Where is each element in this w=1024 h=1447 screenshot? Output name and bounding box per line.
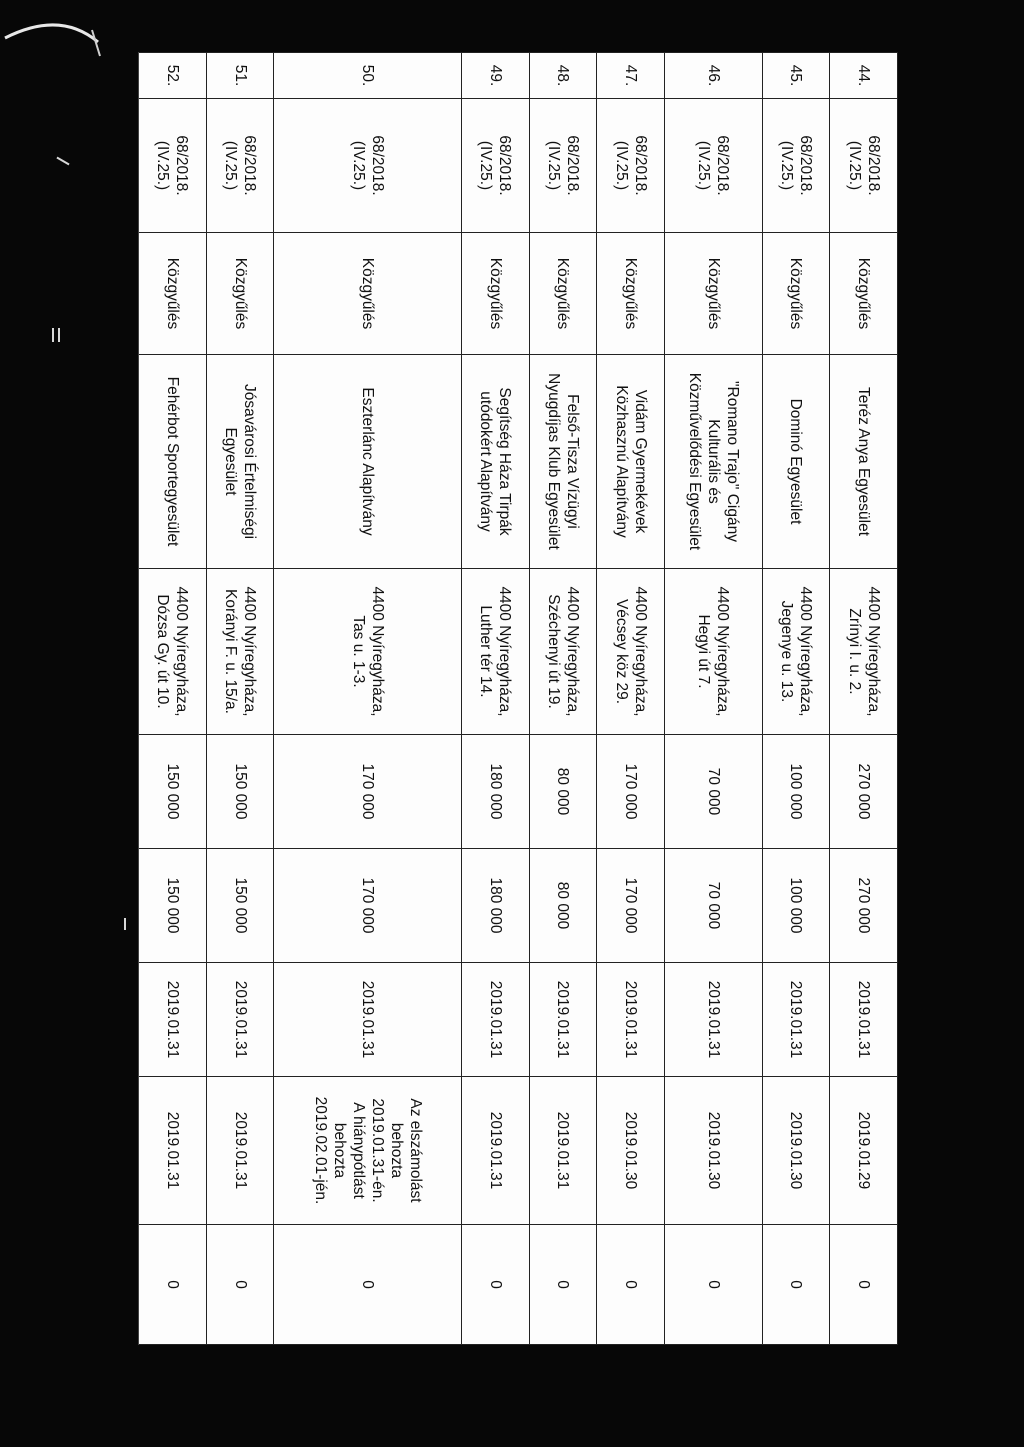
scan-speck [124, 918, 126, 930]
decision-body: Közgyűlés [529, 233, 597, 355]
settlement-deadline: 2019.01.31 [597, 963, 665, 1077]
organization-address: 4400 Nyíregyháza, Jegenye u. 13. [762, 569, 830, 735]
remaining-amount: 0 [274, 1225, 461, 1345]
organization-name: "Romano Trajo" Cigány Kulturális és Közművelődési Egyesület [664, 355, 762, 569]
table-row [529, 53, 597, 1345]
settlement-deadline: 2019.01.31 [461, 963, 529, 1077]
table-row [274, 53, 461, 1345]
amount-granted: 180 000 [461, 735, 529, 849]
remaining-amount: 0 [762, 1225, 830, 1345]
amount-granted: 80 000 [529, 735, 597, 849]
amount-granted: 170 000 [597, 735, 665, 849]
settlement-deadline: 2019.01.31 [762, 963, 830, 1077]
remaining-amount: 0 [529, 1225, 597, 1345]
organization-name: Eszterlánc Alapítvány [274, 355, 461, 569]
row-number: 52. [139, 53, 207, 99]
settlement-deadline: 2019.01.31 [830, 963, 898, 1077]
settlement-submitted: 2019.01.31 [461, 1077, 529, 1225]
scan-edge-artifact [0, 0, 140, 80]
table-row [139, 53, 207, 1345]
settlement-submitted: 2019.01.31 [529, 1077, 597, 1225]
organization-address: 4400 Nyíregyháza, Hegyi út 7. [664, 569, 762, 735]
remaining-amount: 0 [139, 1225, 207, 1345]
settlement-submitted: Az elszámolást behozta 2019.01.31-én. A hiánypótlást behozta 2019.02.01-jén. [274, 1077, 461, 1225]
organization-address: 4400 Nyíregyháza, Korányi F. u. 15/a. [206, 569, 274, 735]
amount-granted: 270 000 [830, 735, 898, 849]
row-number: 47. [597, 53, 665, 99]
organization-name: Teréz Anya Egyesület [830, 355, 898, 569]
amount-granted: 100 000 [762, 735, 830, 849]
resolution-number: 68/2018. (IV.25.) [206, 99, 274, 233]
scan-speck [58, 328, 60, 342]
decision-body: Közgyűlés [139, 233, 207, 355]
organization-address: 4400 Nyíregyháza, Tas u. 1-3. [274, 569, 461, 735]
resolution-number: 68/2018. (IV.25.) [461, 99, 529, 233]
row-number: 46. [664, 53, 762, 99]
remaining-amount: 0 [597, 1225, 665, 1345]
organization-name: Vidám Gyermekévek Közhasznú Alapítvány [597, 355, 665, 569]
row-number: 44. [830, 53, 898, 99]
resolution-number: 68/2018. (IV.25.) [597, 99, 665, 233]
resolution-number: 68/2018. (IV.25.) [274, 99, 461, 233]
settlement-deadline: 2019.01.31 [274, 963, 461, 1077]
amount-settled: 180 000 [461, 849, 529, 963]
amount-settled: 70 000 [664, 849, 762, 963]
organization-name: Jósavárosi Értelmiségi Egyesület [206, 355, 274, 569]
decision-body: Közgyűlés [461, 233, 529, 355]
table-body [139, 53, 898, 1345]
organization-name: Dominó Egyesület [762, 355, 830, 569]
remaining-amount: 0 [461, 1225, 529, 1345]
decision-body: Közgyűlés [206, 233, 274, 355]
organization-address: 4400 Nyíregyháza, Dózsa Gy. út 10. [139, 569, 207, 735]
remaining-amount: 0 [206, 1225, 274, 1345]
settlement-deadline: 2019.01.31 [529, 963, 597, 1077]
row-number: 50. [274, 53, 461, 99]
row-number: 48. [529, 53, 597, 99]
resolution-number: 68/2018. (IV.25.) [529, 99, 597, 233]
scan-speck [52, 328, 54, 342]
decision-body: Közgyűlés [274, 233, 461, 355]
settlement-deadline: 2019.01.31 [664, 963, 762, 1077]
decision-body: Közgyűlés [664, 233, 762, 355]
organization-name: Segítség Háza Tirpák utódokért Alapítvány [461, 355, 529, 569]
organization-name: Felső-Tisza Vízügyi Nyugdíjas Klub Egyesület [529, 355, 597, 569]
organization-name: Fehérbot Sportegyesület [139, 355, 207, 569]
amount-settled: 150 000 [206, 849, 274, 963]
amount-granted: 150 000 [206, 735, 274, 849]
decision-body: Közgyűlés [597, 233, 665, 355]
resolution-number: 68/2018. (IV.25.) [762, 99, 830, 233]
amount-settled: 270 000 [830, 849, 898, 963]
table-row [206, 53, 274, 1345]
remaining-amount: 0 [664, 1225, 762, 1345]
decision-body: Közgyűlés [762, 233, 830, 355]
settlement-submitted: 2019.01.30 [664, 1077, 762, 1225]
settlement-submitted: 2019.01.30 [597, 1077, 665, 1225]
table-row [664, 53, 762, 1345]
amount-settled: 150 000 [139, 849, 207, 963]
amount-settled: 170 000 [597, 849, 665, 963]
amount-granted: 70 000 [664, 735, 762, 849]
decision-body: Közgyűlés [830, 233, 898, 355]
table-row [461, 53, 529, 1345]
remaining-amount: 0 [830, 1225, 898, 1345]
grant-settlement-table [138, 52, 898, 1345]
amount-settled: 80 000 [529, 849, 597, 963]
resolution-number: 68/2018. (IV.25.) [139, 99, 207, 233]
organization-address: 4400 Nyíregyháza, Luther tér 14. [461, 569, 529, 735]
settlement-deadline: 2019.01.31 [139, 963, 207, 1077]
table-row [597, 53, 665, 1345]
settlement-submitted: 2019.01.30 [762, 1077, 830, 1225]
organization-address: 4400 Nyíregyháza, Széchenyi út 19. [529, 569, 597, 735]
organization-address: 4400 Nyíregyháza, Zrínyi I. u. 2. [830, 569, 898, 735]
table-row [830, 53, 898, 1345]
amount-settled: 170 000 [274, 849, 461, 963]
row-number: 51. [206, 53, 274, 99]
row-number: 49. [461, 53, 529, 99]
organization-address: 4400 Nyíregyháza, Vécsey köz 29. [597, 569, 665, 735]
table-row [762, 53, 830, 1345]
document-page [138, 52, 898, 1344]
settlement-submitted: 2019.01.31 [206, 1077, 274, 1225]
row-number: 45. [762, 53, 830, 99]
settlement-submitted: 2019.01.31 [139, 1077, 207, 1225]
amount-settled: 100 000 [762, 849, 830, 963]
settlement-submitted: 2019.01.29 [830, 1077, 898, 1225]
settlement-deadline: 2019.01.31 [206, 963, 274, 1077]
resolution-number: 68/2018. (IV.25.) [830, 99, 898, 233]
resolution-number: 68/2018. (IV.25.) [664, 99, 762, 233]
amount-granted: 170 000 [274, 735, 461, 849]
amount-granted: 150 000 [139, 735, 207, 849]
grant-table-rotated [138, 52, 898, 1344]
